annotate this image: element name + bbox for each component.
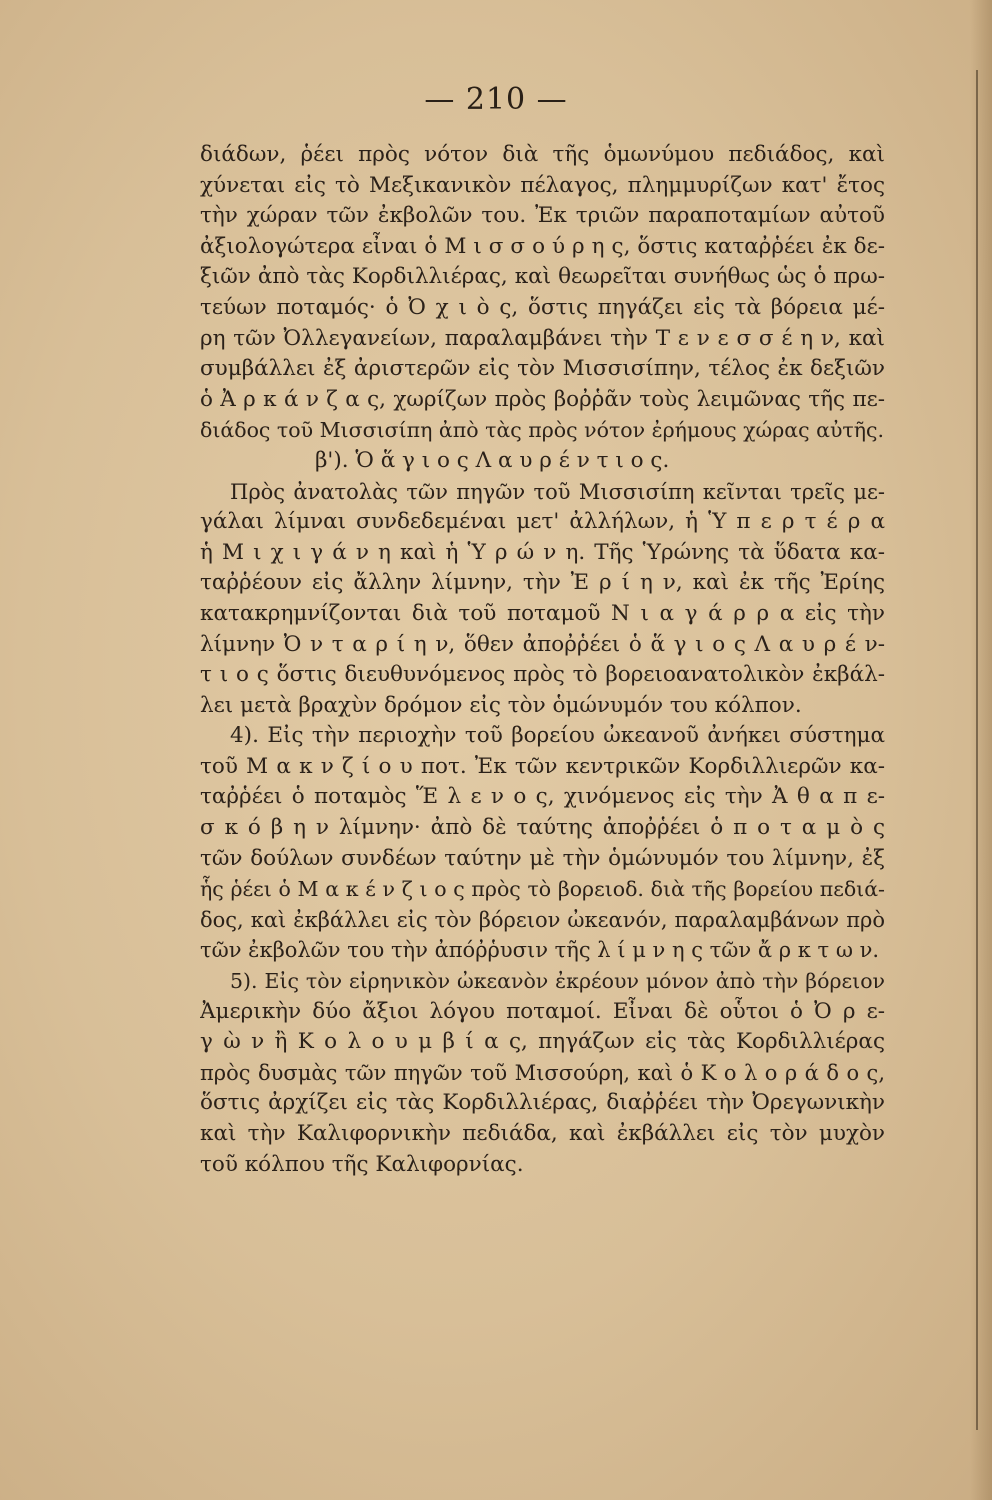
text-line: ὁ Ἀ ρ κ ά ν ζ α ς, χωρίζων πρὸς βοῤῥᾶν τοὺς λειμῶνας τῆς πε- bbox=[200, 386, 885, 412]
text-line: δος, καὶ ἐκβάλλει εἰς τὸν βόρειον ὠκεανόν, παραλαμβάνων πρὸ bbox=[200, 907, 885, 932]
text-line: ξιῶν ἀπὸ τὰς Κορδιλλιέρας, καὶ θεωρεῖται συνήθως ὡς ὁ πρω- bbox=[200, 264, 885, 290]
text-line: πρὸς δυσμὰς τῶν πηγῶν τοῦ Μισσούρη, καὶ ὁ Κ ο λ ο ρ ά δ ο ς, bbox=[200, 1060, 885, 1085]
text-line: γ ὼ ν ἢ Κ ο λ ο υ μ β ί α ς, πηγάζων εἰς τὰς Κορδιλλιέρας bbox=[200, 1029, 885, 1055]
text-line: τῶν ἐκβολῶν του τὴν ἀπόῤῥυσιν τῆς λ ί μ ν η ς τῶν ἄ ρ κ τ ω ν. bbox=[200, 938, 880, 963]
page-edge-line bbox=[976, 70, 978, 1430]
text-line: ὅστις ἀρχίζει εἰς τὰς Κορδιλλιέρας, διαῤῥέει τὴν Ὀρεγωνικὴν bbox=[200, 1090, 885, 1116]
text-line: ἡ Μ ι χ ι γ ά ν η καὶ ἡ Ὑ ρ ώ ν η. Τῆς Ὑρώνης τὰ ὕδατα κα- bbox=[200, 539, 885, 565]
text-line: τῶν δούλων συνδέων ταύτην μὲ τὴν ὁμώνυμόν του λίμνην, ἐξ bbox=[200, 845, 885, 871]
text-line: χύνεται εἰς τὸ Μεξικανικὸν πέλαγος, πλημμυρίζων κατ' ἔτος bbox=[200, 172, 885, 198]
body-text bbox=[200, 140, 885, 1180]
text-line: ρη τῶν Ὀλλεγανείων, παραλαμβάνει τὴν Τ ε ν ε σ σ έ η ν, καὶ bbox=[200, 325, 885, 351]
text-line: γάλαι λίμναι συνδεδεμέναι μετ' ἀλλήλων, ἡ Ὑ π ε ρ τ έ ρ α bbox=[200, 509, 885, 535]
text-line: β'). Ὁ ἅ γ ι ο ς Λ α υ ρ έ ν τ ι ο ς. bbox=[315, 447, 670, 473]
text-line: 4). Εἰς τὴν περιοχὴν τοῦ βορείου ὠκεανοῦ ἀνήκει σύστημα bbox=[230, 723, 885, 749]
text-line: τοῦ κόλπου τῆς Καλιφορνίας. bbox=[200, 1151, 524, 1177]
text-line: τὴν χώραν τῶν ἐκβολῶν του. Ἐκ τριῶν παραποταμίων αὐτοῦ bbox=[200, 203, 885, 229]
page-edge-shadow bbox=[970, 0, 992, 1500]
text-line: λίμνην Ὀ ν τ α ρ ί η ν, ὅθεν ἀποῤῥέει ὁ ἅ γ ι ο ς Λ α υ ρ έ ν- bbox=[200, 631, 885, 657]
text-line: ἧς ῥέει ὁ Μ α κ έ ν ζ ι ο ς πρὸς τὸ βορειοδ. διὰ τῆς βορείου πεδιά- bbox=[200, 877, 885, 902]
text-line: Ἀμερικὴν δύο ἄξιοι λόγου ποταμοί. Εἶναι δὲ οὗτοι ὁ Ὀ ρ ε- bbox=[200, 998, 885, 1024]
text-line: 5). Εἰς τὸν εἰρηνικὸν ὠκεανὸν ἐκρέουν μόνον ἀπὸ τὴν βόρειον bbox=[230, 969, 885, 994]
text-line: Πρὸς ἀνατολὰς τῶν πηγῶν τοῦ Μισσισίπη κεῖνται τρεῖς με- bbox=[230, 479, 885, 504]
text-line: καὶ τὴν Καλιφορνικὴν πεδιάδα, καὶ ἐκβάλλει εἰς τὸν μυχὸν bbox=[200, 1121, 885, 1146]
text-line: τεύων ποταμός· ὁ Ὀ χ ι ὸ ς, ὅστις πηγάζει εἰς τὰ βόρεια μέ- bbox=[200, 294, 885, 320]
text-line: τ ι ο ς ὅστις διευθυνόμενος πρὸς τὸ βορειοανατολικὸν ἐκβάλ- bbox=[200, 662, 885, 688]
text-line: ἀξιολογώτερα εἶναι ὁ Μ ι σ σ ο ύ ρ η ς, ὅστις καταῤῥέει ἐκ δε- bbox=[200, 233, 885, 259]
text-line: ταῤῥέουν εἰς ἄλλην λίμνην, τὴν Ἐ ρ ί η ν, καὶ ἐκ τῆς Ἐρίης bbox=[200, 570, 885, 596]
text-line: λει μετὰ βραχὺν δρόμον εἰς τὸν ὁμώνυμόν του κόλπον. bbox=[200, 692, 802, 718]
text-line: ταῤῥέει ὁ ποταμὸς Ἕ λ ε ν ο ς, χινόμενος εἰς τὴν Ἀ θ α π ε- bbox=[200, 784, 885, 810]
text-line: διάδος τοῦ Μισσισίπη ἀπὸ τὰς πρὸς νότον ἐρήμους χώρας αὐτῆς. bbox=[200, 418, 885, 443]
text-line: σ κ ό β η ν λίμνην· ἀπὸ δὲ ταύτης ἀποῤῥέει ὁ π ο τ α μ ὸ ς bbox=[200, 815, 885, 841]
text-line: κατακρημνίζονται διὰ τοῦ ποταμοῦ Ν ι α γ ά ρ ρ α εἰς τὴν bbox=[200, 600, 885, 626]
text-line: τοῦ Μ α κ ν ζ ί ο υ ποτ. Ἐκ τῶν κεντρικῶν Κορδιλλιερῶν κα- bbox=[200, 753, 885, 779]
text-line: διάδων, ῥέει πρὸς νότον διὰ τῆς ὁμωνύμου πεδιάδος, καὶ bbox=[200, 142, 885, 167]
text-line: συμβάλλει ἐξ ἀριστερῶν εἰς τὸν Μισσισίπην, τέλος ἐκ δεξιῶν bbox=[200, 356, 885, 382]
page-number: — 210 — bbox=[424, 82, 568, 117]
